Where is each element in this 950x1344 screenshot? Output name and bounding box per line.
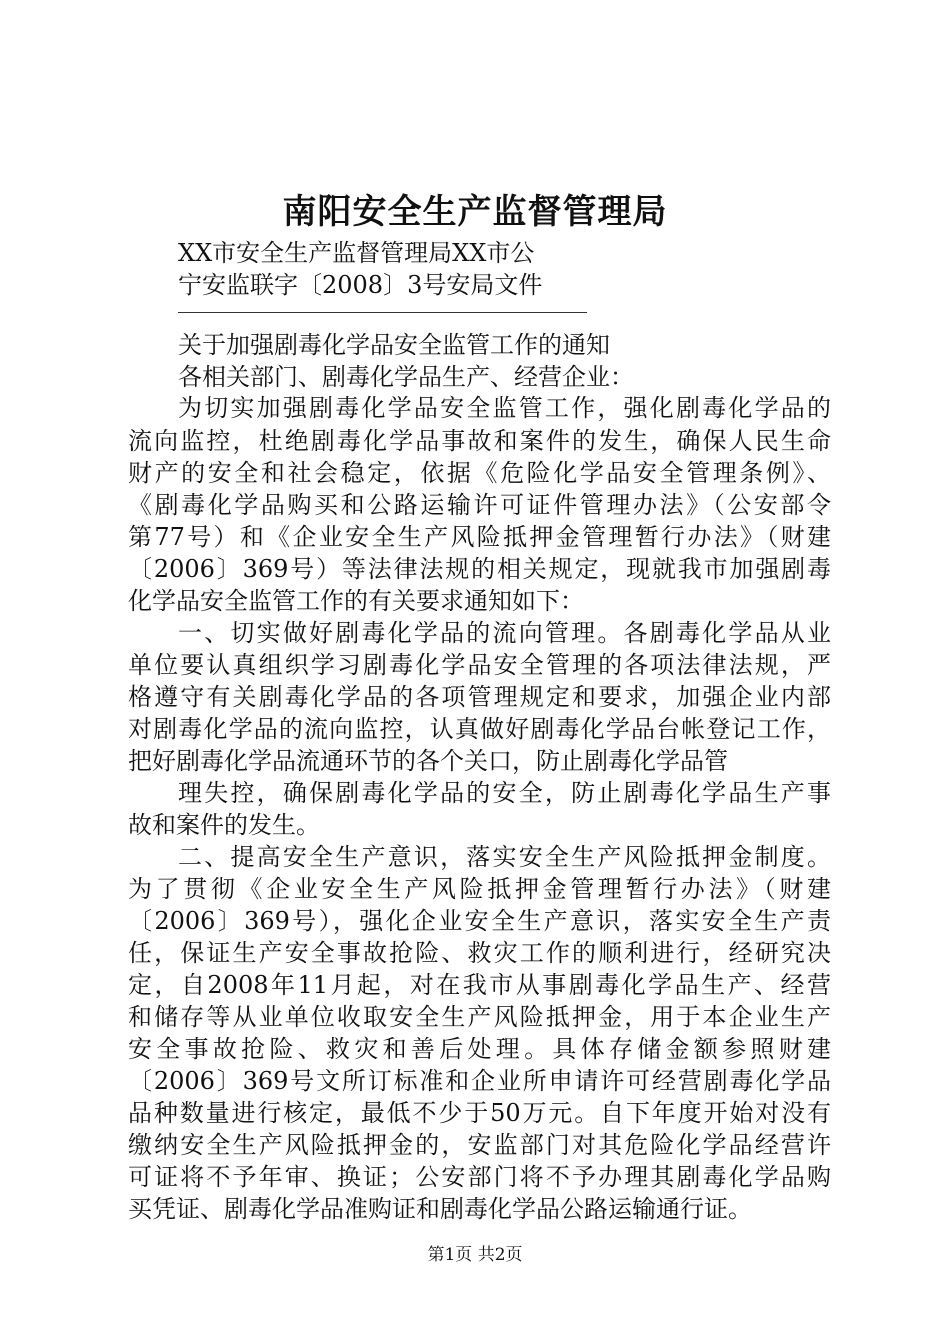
- body-line: 缴纳安全生产风险抵押金的，安监部门对其危险化学品经营许: [128, 1131, 831, 1159]
- body-line: 故和案件的发生。: [128, 811, 320, 839]
- body-line: 化学品安全监管工作的有关要求通知如下：: [128, 587, 584, 615]
- body-line: 财产的安全和社会稳定，依据《危险化学品安全管理条例》、: [128, 459, 831, 487]
- body-line: 为了贯彻《企业安全生产风险抵押金管理暂行办法》（财建: [128, 875, 831, 903]
- header-line-docno: 宁安监联字〔2008〕3号安局文件: [178, 271, 543, 299]
- document-title: 南阳安全生产监督管理局: [282, 192, 668, 232]
- body-line: 定，自2008年11月起，对在我市从事剧毒化学品生产、经营: [128, 971, 831, 999]
- body-line: 任，保证生产安全事故抢险、救灾工作的顺利进行，经研究决: [128, 939, 831, 967]
- body-line: 理失控，确保剧毒化学品的安全，防止剧毒化学品生产事: [178, 779, 831, 807]
- body-line: 单位要认真组织学习剧毒化学品安全管理的各项法律法规，严: [128, 651, 831, 679]
- body-line: 可证将不予年审、换证；公安部门将不予办理其剧毒化学品购: [128, 1163, 831, 1191]
- body-line: 流向监控，杜绝剧毒化学品事故和案件的发生，确保人民生命: [128, 427, 831, 455]
- body-line: 格遵守有关剧毒化学品的各项管理规定和要求，加强企业内部: [128, 683, 831, 711]
- body-line: 〔2006〕369号）等法律法规的相关规定，现就我市加强剧毒: [128, 555, 831, 583]
- header-line-issuer: XX市安全生产监督管理局XX市公: [178, 239, 535, 267]
- body-line: 对剧毒化学品的流向监控，认真做好剧毒化学品台帐登记工作，: [128, 715, 831, 743]
- body-line: 把好剧毒化学品流通环节的各个关口，防止剧毒化学品管: [128, 747, 728, 775]
- body-line: 第77号）和《企业安全生产风险抵押金管理暂行办法》（财建: [128, 523, 831, 551]
- body-line: 〔2006〕369号文所订标准和企业所申请许可经营剧毒化学品: [128, 1067, 831, 1095]
- body-line: 〔2006〕369号），强化企业安全生产意识，落实安全生产责: [128, 907, 831, 935]
- body-line: 二、提高安全生产意识，落实安全生产风险抵押金制度。: [178, 843, 831, 871]
- body-line: 安全事故抢险、救灾和善后处理。具体存储金额参照财建: [128, 1035, 831, 1063]
- body-line: 和储存等从业单位收取安全生产风险抵押金，用于本企业生产: [128, 1003, 831, 1031]
- body-line: 品种数量进行核定，最低不少于50万元。自下年度开始对没有: [128, 1099, 831, 1127]
- body-line: 一、切实做好剧毒化学品的流向管理。各剧毒化学品从业: [178, 619, 831, 647]
- body-line: 《剧毒化学品购买和公路运输许可证件管理办法》（公安部令: [128, 491, 831, 519]
- page-number-footer: 第1页 共2页: [427, 1245, 523, 1265]
- header-divider: [178, 312, 587, 313]
- body-line: 买凭证、剧毒化学品准购证和剧毒化学品公路运输通行证。: [128, 1195, 752, 1223]
- notice-title: 关于加强剧毒化学品安全监管工作的通知: [178, 331, 610, 359]
- body-line: 为切实加强剧毒化学品安全监管工作，强化剧毒化学品的: [178, 394, 831, 422]
- addressee: 各相关部门、剧毒化学品生产、经营企业：: [178, 363, 634, 391]
